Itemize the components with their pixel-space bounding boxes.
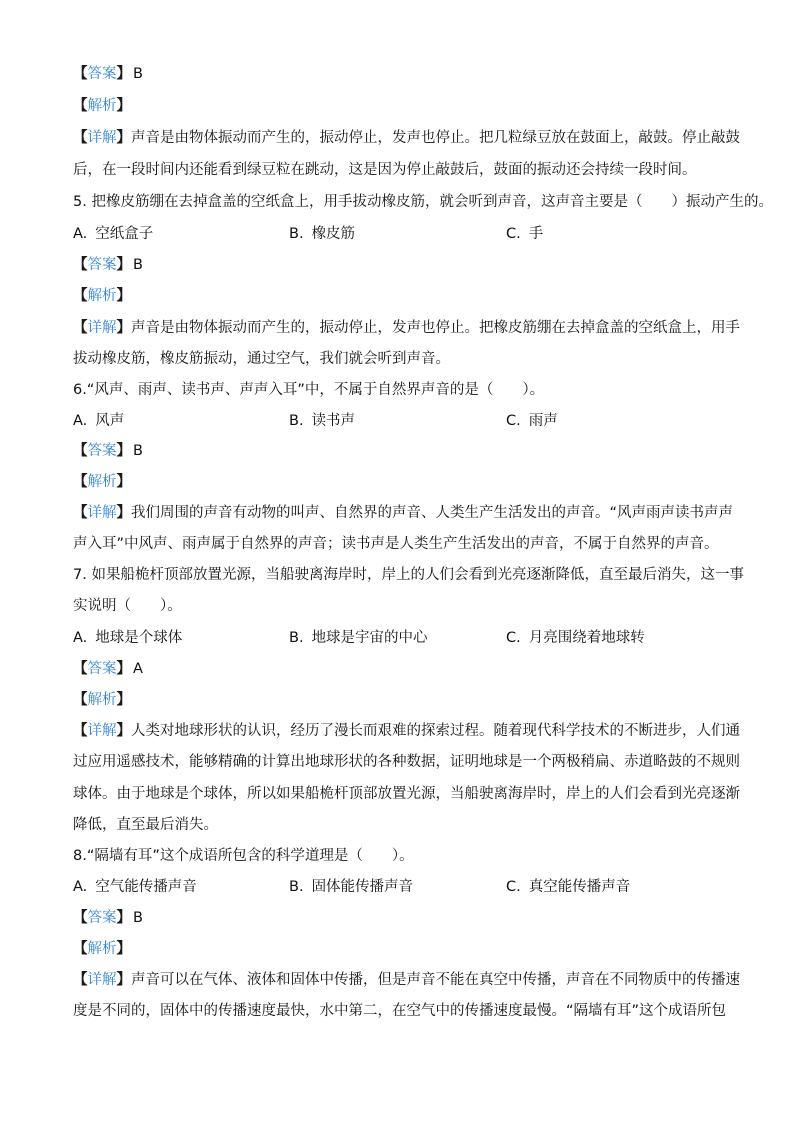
- answer-label: 答案: [87, 443, 117, 459]
- detail-line-q6-1: 【详解】我们周围的声音有动物的叫声、自然界的声音、人类生产生活发出的声音。“风声雨声读书声声: [73, 505, 734, 521]
- detail-line-q5-1: 【详解】声音是由物体振动而产生的，振动停止，发声也停止。把橡皮筋绷在去掉盒盖的空纸盒上，用手: [73, 320, 740, 336]
- detail-label: 详解: [87, 723, 117, 739]
- analysis-label: 解析: [87, 474, 117, 490]
- question-stem-q8: 8.“隔墙有耳”这个成语所包含的科学道理是（ ）。: [73, 848, 414, 864]
- option-a-q6: A. 风声: [73, 413, 125, 429]
- detail-label: 详解: [87, 130, 117, 146]
- detail-line-q4-1: 【详解】声音是由物体振动而产生的，振动停止，发声也停止。把几粒绿豆放在鼓面上，敲鼓。停止敲鼓: [73, 130, 740, 146]
- analysis-label: 解析: [87, 288, 117, 304]
- detail-label: 详解: [87, 972, 117, 988]
- answer-value: B: [133, 443, 143, 459]
- question-stem-q5: 5. 把橡皮筋绷在去掉盒盖的空纸盒上，用手拔动橡皮筋，就会听到声音，这声音主要是（ ）振动产生的。: [73, 194, 773, 210]
- detail-line-q7-4: 降低，直至最后消失。: [73, 817, 218, 833]
- option-c-q7: C. 月亮围绕着地球转: [506, 630, 645, 646]
- answer-value: B: [133, 257, 143, 273]
- detail-line-q5-2: 拔动橡皮筋，橡皮筋振动，通过空气，我们就会听到声音。: [73, 351, 450, 367]
- detail-line-q8-1: 【详解】声音可以在气体、液体和固体中传播，但是声音不能在真空中传播，声音在不同物质中的传播速: [73, 972, 740, 988]
- answer-label: 答案: [87, 257, 117, 273]
- option-b-q6: B. 读书声: [289, 413, 356, 429]
- analysis-heading-q8: 【解析】: [73, 941, 131, 957]
- answer-row-q7: 【答案】 A: [73, 661, 143, 677]
- analysis-heading-q6: 【解析】: [73, 474, 131, 490]
- detail-label: 详解: [87, 505, 117, 521]
- question-stem-q7-1: 7. 如果船桅杆顶部放置光源，当船驶离海岸时，岸上的人们会看到光亮逐渐降低，直至最后消失，这一事: [73, 567, 744, 583]
- detail-line-q8-2: 度是不同的，固体中的传播速度最快，水中第二，在空气中的传播速度最慢。“隔墙有耳”这个成语所包: [73, 1003, 727, 1019]
- answer-row-q6: 【答案】 B: [73, 443, 143, 459]
- analysis-label: 解析: [87, 692, 117, 708]
- detail-line-q6-2: 声入耳”中风声、雨声属于自然界的声音；读书声是人类生产生活发出的声音，不属于自然界的声音。: [73, 536, 719, 552]
- analysis-heading-q5: 【解析】: [73, 288, 131, 304]
- question-stem-q6: 6.“风声、雨声、读书声、声声入耳”中，不属于自然界声音的是（ ）。: [73, 382, 545, 398]
- option-c-q8: C. 真空能传播声音: [506, 879, 631, 895]
- detail-line-q7-2: 过应用遥感技术，能够精确的计算出地球形状的各种数据，证明地球是一个两极稍扁、赤道略鼓的不规则: [73, 754, 740, 770]
- answer-label: 答案: [87, 910, 117, 926]
- detail-line-q7-1: 【详解】人类对地球形状的认识，经历了漫长而艰难的探索过程。随着现代科学技术的不断进步，人们通: [73, 723, 740, 739]
- detail-line-q4-2: 后，在一段时间内还能看到绿豆粒在跳动，这是因为停止敲鼓后，鼓面的振动还会持续一段时间。: [73, 162, 697, 178]
- answer-value: A: [133, 661, 143, 677]
- detail-line-q7-3: 球体。由于地球是个球体，所以如果船桅杆顶部放置光源，当船驶离海岸时，岸上的人们会看到光亮逐渐: [73, 786, 740, 802]
- answer-label: 答案: [87, 661, 117, 677]
- option-a-q5: A. 空纸盒子: [73, 226, 154, 242]
- option-a-q7: A. 地球是个球体: [73, 630, 183, 646]
- option-c-q5: C. 手: [506, 226, 544, 242]
- answer-row-q4: 【答案】 B: [73, 66, 143, 82]
- option-c-q6: C. 雨声: [506, 413, 558, 429]
- answer-value: B: [133, 66, 143, 82]
- answer-row-q5: 【答案】 B: [73, 257, 143, 273]
- answer-label: 答案: [87, 66, 117, 82]
- option-a-q8: A. 空气能传播声音: [73, 879, 197, 895]
- answer-value: B: [133, 910, 143, 926]
- option-b-q5: B. 橡皮筋: [289, 226, 356, 242]
- option-b-q7: B. 地球是宇宙的中心: [289, 630, 428, 646]
- analysis-heading-q7: 【解析】: [73, 692, 131, 708]
- detail-label: 详解: [87, 320, 117, 336]
- question-stem-q7-2: 实说明（ ）。: [73, 598, 182, 614]
- analysis-label: 解析: [87, 941, 117, 957]
- analysis-label: 解析: [87, 98, 117, 114]
- answer-row-q8: 【答案】 B: [73, 910, 143, 926]
- analysis-heading-q4: 【解析】: [73, 98, 131, 114]
- option-b-q8: B. 固体能传播声音: [289, 879, 414, 895]
